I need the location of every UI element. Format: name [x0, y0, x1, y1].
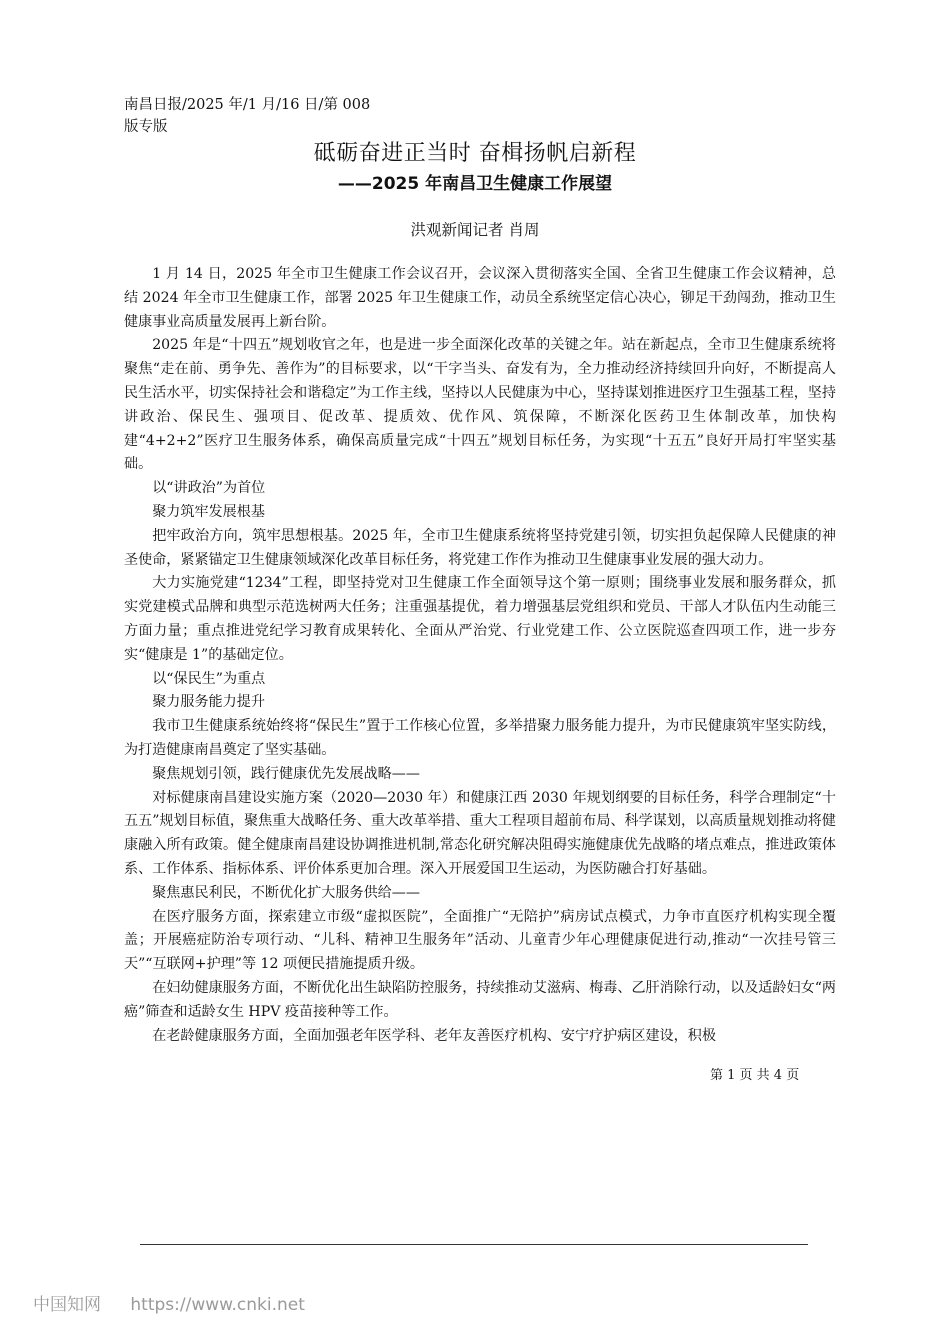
watermark-url: https://www.cnki.net: [130, 1295, 305, 1315]
watermark: [33, 1292, 305, 1318]
article-title: 砥砺奋进正当时 奋楫扬帆启新程: [313, 141, 637, 166]
paragraph: 2025 年是“十四五”规划收官之年，也是进一步全面深化改革的关键之年。站在新起点，全市卫生健康系统将聚焦“走在前、勇争先、善作为”的目标要求，以“干字当头、奋发有为，全力推动经济持续回升向好，不断提高人民生活水平，切实保持社会和谐稳定”为工作主线，坚持以人民健康为中心，坚持谋划推进医疗卫生强基工程，坚持讲政治、保民生、强项目、促改革、提质效、优作风、筑保障，不断深化医药卫生体制改革，加快构建“4+2+2”医疗卫生服务体系，确保高质量完成“十四五”规划目标任务，为实现“十五五”良好开局打牢坚实基础。: [124, 337, 836, 473]
section-heading: 以“保民生”为重点: [152, 670, 266, 687]
section-heading: 聚力筑牢发展根基: [152, 503, 265, 520]
paragraph: 把牢政治方向，筑牢思想根基。2025 年，全市卫生健康系统将坚持党建引领，切实担负起保障人民健康的神圣使命，紧紧锚定卫生健康领域深化改革目标任务，将党建工作作为推动卫生健康事业发展的强大动力。: [124, 527, 836, 568]
watermark-brand: 中国知网: [33, 1295, 101, 1315]
source-line: 版专版: [124, 119, 168, 135]
section-heading: 以“讲政治”为首位: [152, 480, 266, 497]
section-heading: 聚力服务能力提升: [152, 694, 265, 711]
paragraph: 1 月 14 日，2025 年全市卫生健康工作会议召开，会议深入贯彻落实全国、全省卫生健康工作会议精神，总结 2024 年全市卫生健康工作，部署 2025 年卫生健康工作，动员全系统坚定信心决心，铆足干劲闯劲，推动卫生健康事业高质量发展再上新台阶。: [124, 266, 836, 330]
article-byline: 洪观新闻记者 肖周: [410, 221, 540, 239]
paragraph: 在妇幼健康服务方面，不断优化出生缺陷防控服务，持续推动艾滋病、梅毒、乙肝消除行动，以及适龄妇女“两癌”筛查和适龄女生 HPV 疫苗接种等工作。: [124, 979, 836, 1020]
paragraph: 在医疗服务方面，探索建立市级“虚拟医院”，全面推广“无陪护”病房试点模式，力争市直医疗机构实现全覆盖；开展癌症防治专项行动、“儿科、精神卫生服务年”活动、儿童青少年心理健康促进行动,推动“一次挂号管三天”“互联网+护理”等 12 项便民措施提质升级。: [124, 908, 836, 973]
footer-divider: [140, 1244, 808, 1245]
paragraph: 对标健康南昌建设实施方案（2020—2030 年）和健康江西 2030 年规划纲要的目标任务，科学合理制定“十五五”规划目标值，聚焦重大战略任务、重大改革举措、重大工程项目超前布局、科学谋划，以高质量规划推动将健康融入所有政策。健全健康南昌建设协调推进机制,常态化研究解决阻碍实施健康优先战略的堵点难点，推进政策体系、工作体系、指标体系、评价体系更加合理。深入开展爱国卫生运动，为医防融合打好基础。: [124, 789, 836, 877]
paragraph: 在老龄健康服务方面，全面加强老年医学科、老年友善医疗机构、安宁疗护病区建设，积极: [152, 1027, 716, 1044]
article-body: [124, 263, 836, 1048]
subsection-heading: 聚焦规划引领，践行健康优先发展战略——: [152, 765, 420, 782]
paragraph: 我市卫生健康系统始终将“保民生”置于工作核心位置，多举措聚力服务能力提升，为市民健康筑牢坚实防线，为打造健康南昌奠定了坚实基础。: [124, 718, 836, 758]
paragraph: 大力实施党建“1234”工程，即坚持党对卫生健康工作全面领导这个第一原则；围绕事业发展和服务群众，抓实党建模式品牌和典型示范选树两大任务；注重强基提优，着力增强基层党组织和党员、干部人才队伍内生动能三方面力量；重点推进党纪学习教育成果转化、全面从严治党、行业党建工作、公立医院巡查四项工作，进一步夯实“健康是 1”的基础定位。: [124, 575, 836, 663]
publication-source: [124, 94, 424, 138]
article-subtitle: ——2025 年南昌卫生健康工作展望: [337, 174, 613, 194]
page-number: 第 1 页 共 4 页: [710, 1068, 800, 1083]
subsection-heading: 聚焦惠民利民，不断优化扩大服务供给——: [152, 884, 420, 901]
source-line: 南昌日报/2025 年/1 月/16 日/第 008: [124, 97, 371, 113]
